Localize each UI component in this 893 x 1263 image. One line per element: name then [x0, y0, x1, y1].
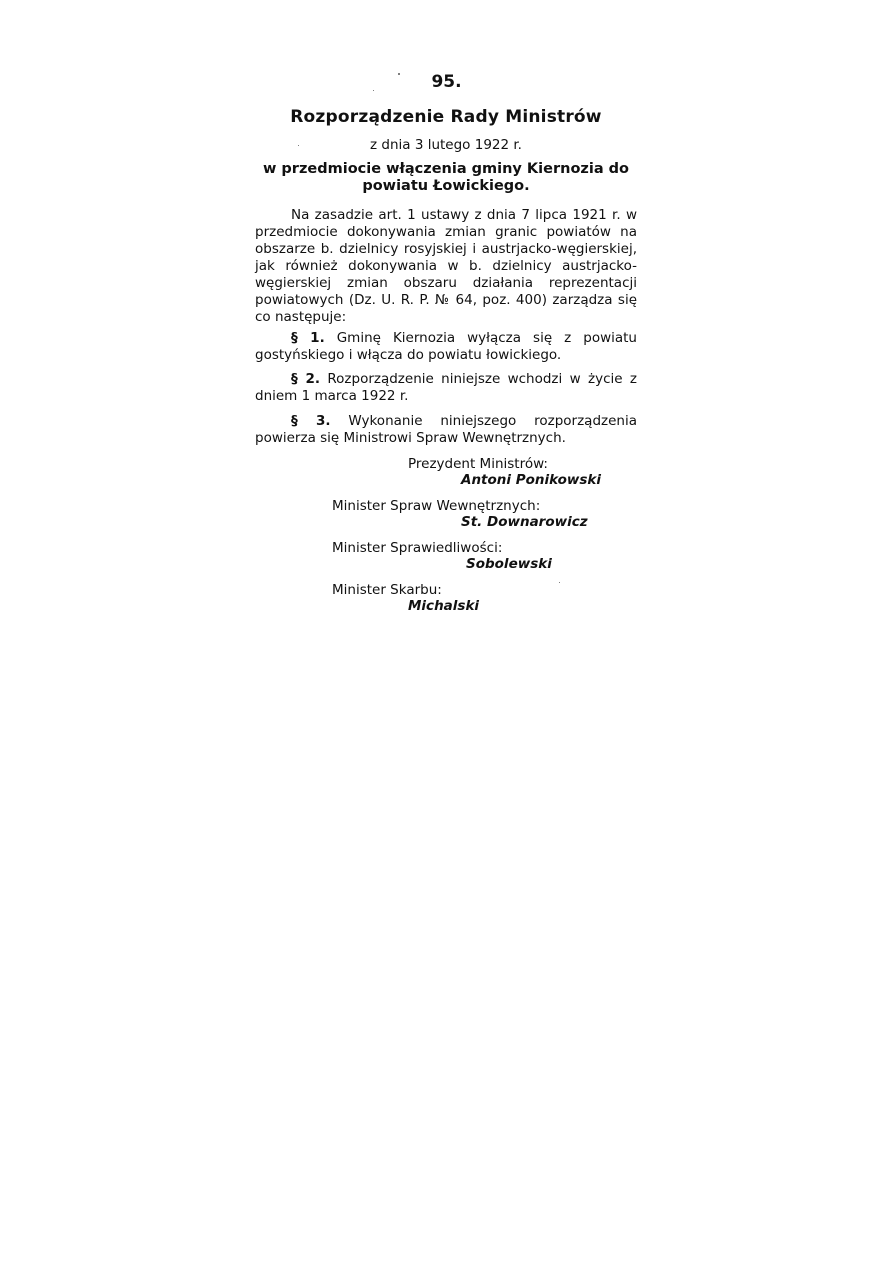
section-label-1: § 1.	[291, 330, 325, 346]
signature-role-justice-minister: Minister Sprawiedliwości:	[332, 540, 503, 556]
speck	[398, 73, 400, 75]
page-number: 95.	[431, 72, 462, 92]
document-subject: w przedmiocie włączenia gminy Kiernozia do powiatu Łowickiego.	[262, 161, 629, 194]
section-text-2: Rozporządzenie niniejsze wchodzi w życie z dniem 1 marca 1922 r.	[255, 371, 637, 404]
speck	[373, 90, 374, 91]
signature-name-treasury-minister: Michalski	[408, 598, 480, 614]
section-label-3: § 3.	[291, 413, 331, 429]
signature-role-interior-minister: Minister Spraw Wewnętrznych:	[332, 498, 541, 514]
section-text-1: Gminę Kiernozia wyłącza się z powiatu gostyńskiego i włącza do powiatu łowickiego.	[255, 330, 637, 363]
signature-name-interior-minister: St. Downarowicz	[461, 514, 588, 530]
section-text-3: Wykonanie niniejszego rozporządzenia powierza się Ministrowi Spraw Wewnętrznych.	[255, 413, 637, 446]
signature-name-prime-minister: Antoni Ponikowski	[461, 472, 602, 488]
section-paragraph-3	[255, 413, 637, 447]
signature-name-justice-minister: Sobolewski	[466, 556, 552, 572]
speck	[298, 145, 299, 146]
section-paragraph-1	[255, 330, 637, 364]
document-title: Rozporządzenie Rady Ministrów	[290, 107, 602, 127]
speck	[559, 582, 560, 583]
section-label-2: § 2.	[291, 371, 321, 387]
signature-role-prime-minister: Prezydent Ministrów:	[408, 456, 548, 472]
section-paragraph-2	[255, 371, 637, 405]
intro-paragraph: Na zasadzie art. 1 ustawy z dnia 7 lipca 1921 r. w przedmiocie dokonywania zmian granic powiatów na obszarze b. dzielnicy rosyjskiej i austrjacko-węgierskiej, jak również dokonywania w b. dzielnicy austrjacko-węgierskiej zmian obszaru działania reprezentacji powiatowych (Dz. U. R. P. № 64, poz. 400) zarządza się co następuje:	[255, 207, 637, 325]
document-date: z dnia 3 lutego 1922 r.	[370, 137, 522, 153]
signature-role-treasury-minister: Minister Skarbu:	[332, 582, 442, 598]
